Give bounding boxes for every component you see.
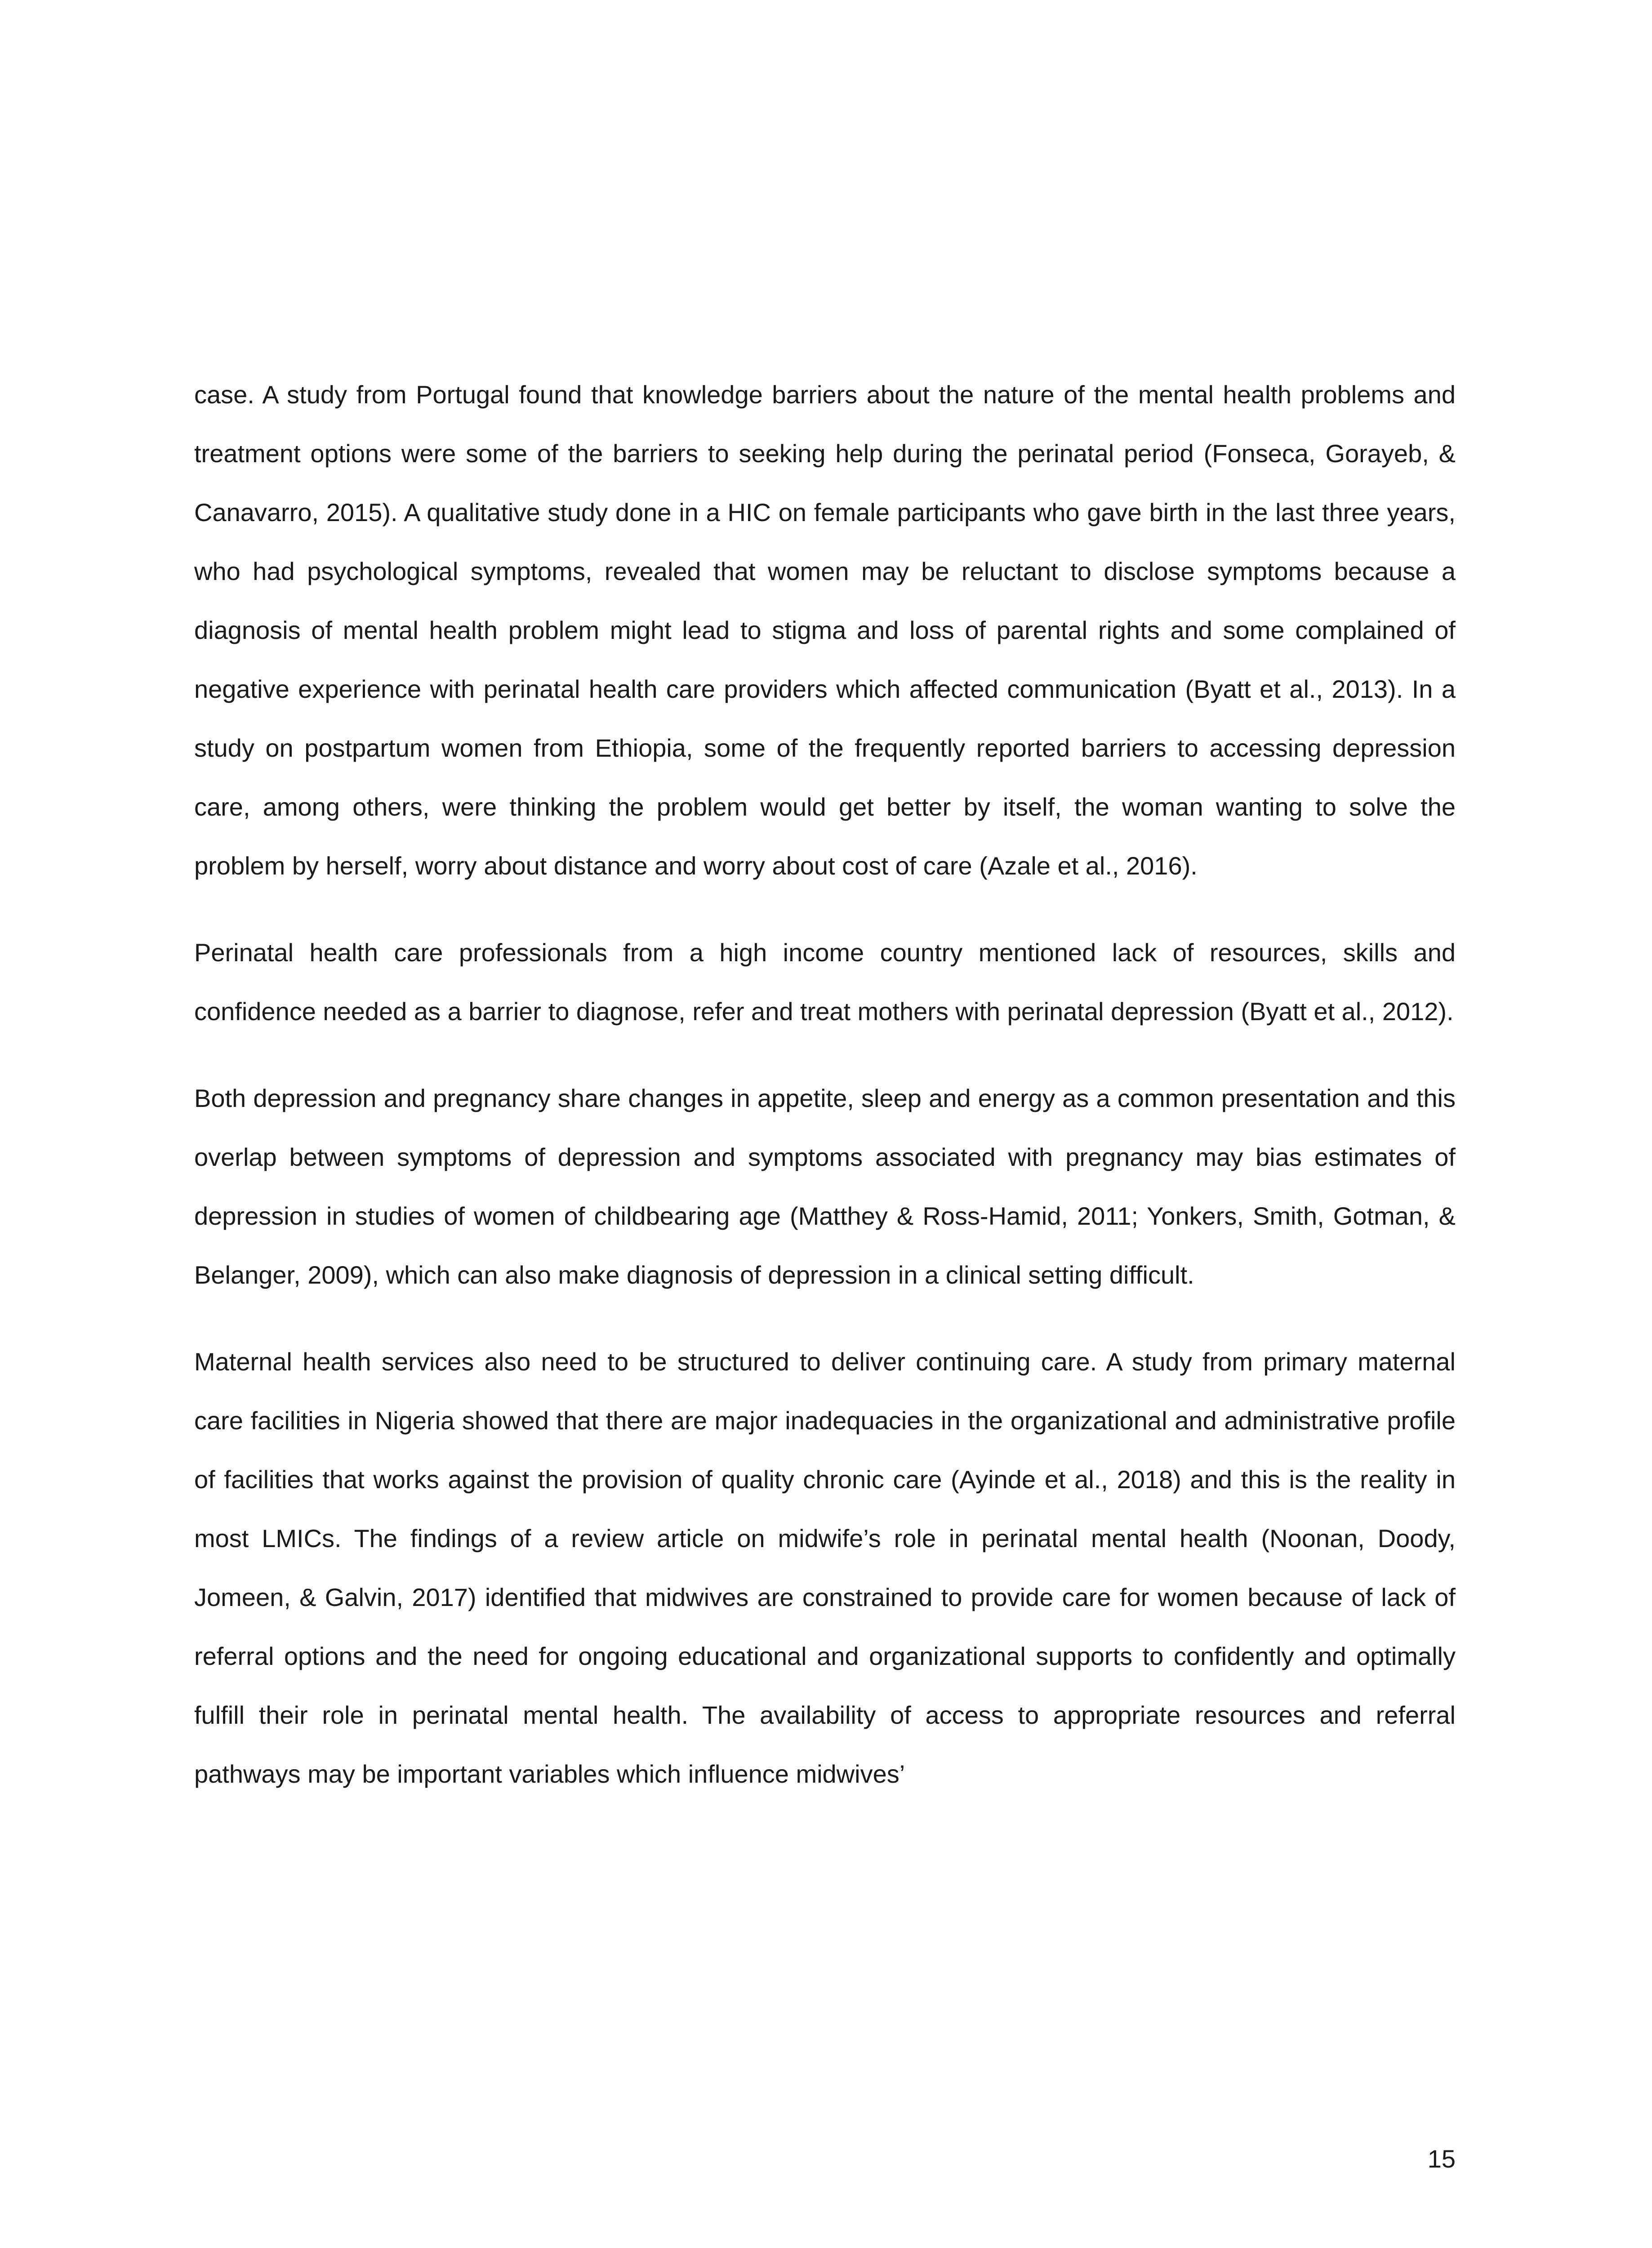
body-text — [194, 365, 1456, 1803]
paragraph-maternal-services: Maternal health services also need to be structured to deliver continuing care. A study from primary maternal care facilities in Nigeria showed that there are major inadequacies in the organizational and administrative profile of facilities that works against the provision of quality chronic care (Ayinde et al., 2018) and this is the reality in most LMICs. The findings of a review article on midwife’s role in perinatal mental health (Noonan, Doody, Jomeen, & Galvin, 2017) identified that midwives are constrained to provide care for women because of lack of referral options and the need for ongoing educational and organizational supports to confidently and optimally fulfill their role in perinatal mental health. The availability of access to appropriate resources and referral pathways may be important variables which influence midwives’ — [194, 1347, 1456, 1788]
paragraph-health-professionals: Perinatal health care professionals from a high income country mentioned lack of resources, skills and confidence needed as a barrier to diagnose, refer and treat mothers with perinatal depression (Byatt et al., 2012). — [194, 938, 1456, 1026]
paragraph-barriers-help-seeking: case. A study from Portugal found that knowledge barriers about the nature of the mental health problems and treatment options were some of the barriers to seeking help during the perinatal period (Fonseca, Gorayeb, & Canavarro, 2015). A qualitative study done in a HIC on female participants who gave birth in the last three years, who had psychological symptoms, revealed that women may be reluctant to disclose symptoms because a diagnosis of mental health problem might lead to stigma and loss of parental rights and some complained of negative experience with perinatal health care providers which affected communication (Byatt et al., 2013). In a study on postpartum women from Ethiopia, some of the frequently reported barriers to accessing depression care, among others, were thinking the problem would get better by itself, the woman wanting to solve the problem by herself, worry about distance and worry about cost of care (Azale et al., 2016). — [194, 380, 1456, 880]
paragraph-symptom-overlap: Both depression and pregnancy share changes in appetite, sleep and energy as a common presentation and this overlap between symptoms of depression and symptoms associated with pregnancy may bias estimates of depression in studies of women of childbearing age (Matthey & Ross-Hamid, 2011; Yonkers, Smith, Gotman, & Belanger, 2009), which can also make diagnosis of depression in a clinical setting difficult. — [194, 1084, 1456, 1289]
page-number: 15 — [1427, 2145, 1456, 2173]
